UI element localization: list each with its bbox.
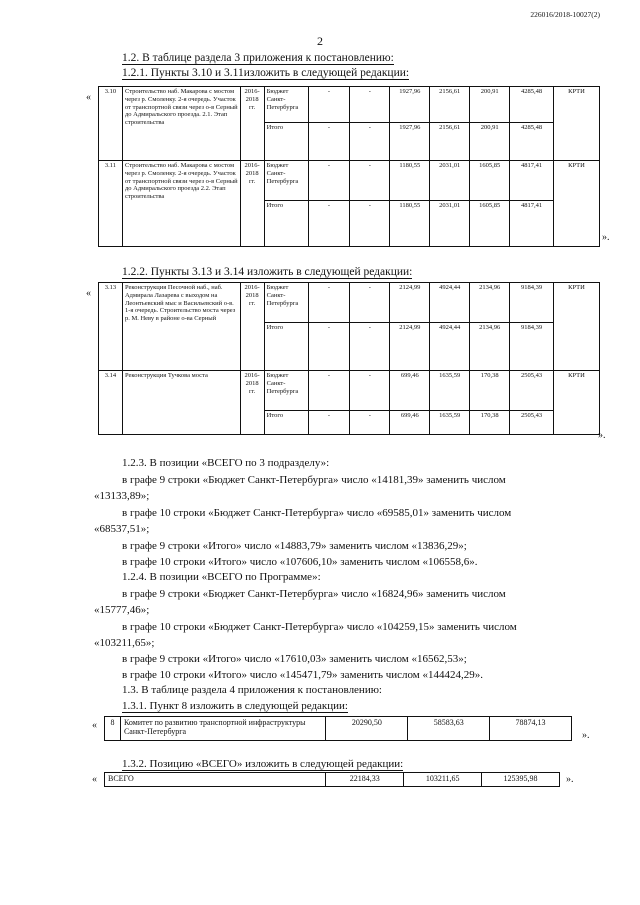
cell: 9184,39: [510, 283, 554, 323]
cell: 103211,65: [404, 773, 482, 787]
heading-1-2: 1.2. В таблице раздела 3 приложения к постановлению:: [122, 52, 394, 64]
funding-source: Итого: [264, 123, 308, 161]
row-number: 3.13: [99, 283, 123, 371]
instruction-line: в графе 9 строки «Итого» число «17610,03» заменить числом «16562,53»;: [122, 653, 467, 665]
cell: 1605,85: [470, 161, 510, 201]
executor: КРТИ: [554, 161, 600, 247]
cell: -: [308, 283, 350, 323]
instruction-line: в графе 9 строки «Бюджет Санкт-Петербурга» число «14181,39» заменить числом: [122, 474, 506, 486]
instruction-line: в графе 9 строки «Бюджет Санкт-Петербурга» число «16824,96» заменить числом: [122, 588, 506, 600]
cell: 2505,43: [510, 411, 554, 435]
funding-source: Итого: [264, 411, 308, 435]
cell: -: [308, 87, 350, 123]
cell: 4285,48: [510, 123, 554, 161]
cell: 20290,50: [326, 717, 408, 741]
row-number: 3.14: [99, 371, 123, 435]
cell: 1927,96: [390, 87, 430, 123]
open-quote: «: [86, 288, 91, 299]
close-quote: ».: [582, 730, 590, 741]
cell: 4817,41: [510, 201, 554, 247]
table-row: [99, 371, 600, 411]
instruction-line: «68537,51»;: [94, 523, 150, 535]
years: 2016-2018 гг.: [240, 283, 264, 371]
cell: 1180,55: [390, 201, 430, 247]
cell: 699,46: [390, 411, 430, 435]
cell: 2124,99: [390, 283, 430, 323]
close-quote: ».: [598, 430, 606, 441]
cell: 22184,33: [326, 773, 404, 787]
open-quote: «: [86, 92, 91, 103]
cell: 2031,01: [430, 161, 470, 201]
cell: -: [350, 161, 390, 201]
cell: 200,91: [470, 123, 510, 161]
cell: 2134,96: [470, 283, 510, 323]
cell: 2156,61: [430, 87, 470, 123]
instruction-line: «15777,46»;: [94, 604, 150, 616]
cell: -: [308, 371, 350, 411]
object-name: Строительство наб. Макарова с мостом через р. Смоленку. 2-я очередь. Участок от транспортной связи через о-в Серный до Адмиральского проезда. 2.1. Этап строительства: [122, 87, 240, 161]
cell: -: [308, 161, 350, 201]
instruction-line: в графе 10 строки «Итого» число «107606,10» заменить числом «106558,6».: [122, 556, 478, 568]
cell: -: [350, 87, 390, 123]
table-row: [99, 283, 600, 323]
page-number: 2: [317, 34, 323, 48]
cell: -: [350, 283, 390, 323]
object-name: Реконструкция Песочной наб., наб. Адмирала Лазарева с выходом на Леонтьевский мыс и Васильевский о-в. 1-я очередь. Строительство моста через р. М. Неву в районе о-ва Серный: [122, 283, 240, 371]
paragraph-1-3-1: 1.3.1. Пункт 8 изложить в следующей редакции:: [122, 700, 348, 712]
cell: -: [350, 411, 390, 435]
cell: 1635,59: [430, 371, 470, 411]
committee-name: Комитет по развитию транспортной инфраструктуры Санкт-Петербурга: [120, 717, 325, 741]
cell: 1605,85: [470, 201, 510, 247]
close-quote: ».: [566, 774, 574, 785]
funding-source: Итого: [264, 201, 308, 247]
row-number: 3.11: [99, 161, 123, 247]
table-row: [99, 87, 600, 123]
cell: 2505,43: [510, 371, 554, 411]
table-row: [105, 773, 560, 787]
close-quote: ».: [602, 232, 610, 243]
paragraph-1-3: 1.3. В таблице раздела 4 приложения к постановлению:: [122, 684, 382, 696]
funding-source: Бюджет Санкт-Петербурга: [264, 283, 308, 323]
executor: КРТИ: [554, 87, 600, 161]
funding-source: Бюджет Санкт-Петербурга: [264, 161, 308, 201]
paragraph-1-2-3: 1.2.3. В позиции «ВСЕГО по 3 подразделу»:: [122, 457, 330, 469]
funding-source: Бюджет Санкт-Петербурга: [264, 371, 308, 411]
cell: 1927,96: [390, 123, 430, 161]
executor: КРТИ: [554, 283, 600, 371]
cell: 170,38: [470, 411, 510, 435]
cell: -: [308, 123, 350, 161]
cell: 4817,41: [510, 161, 554, 201]
cell: 1180,55: [390, 161, 430, 201]
executor: КРТИ: [554, 371, 600, 435]
cell: -: [308, 323, 350, 371]
instruction-line: в графе 10 строки «Бюджет Санкт-Петербурга» число «69585,01» заменить числом: [122, 507, 512, 519]
row-number: 3.10: [99, 87, 123, 161]
cell: 2156,61: [430, 123, 470, 161]
instruction-line: в графе 9 строки «Итого» число «14883,79» заменить числом «13836,29»;: [122, 540, 467, 552]
row-number: 8: [105, 717, 121, 741]
paragraph-1-2-4: 1.2.4. В позиции «ВСЕГО по Программе»:: [122, 571, 321, 583]
open-quote: «: [92, 720, 97, 731]
cell: 4285,48: [510, 87, 554, 123]
object-name: Строительство наб. Макарова с мостом через р. Смоленку. 2-я очередь. Участок от транспортной связи через о-в Серный до Адмиральского проезда 2.2. Этап строительства: [122, 161, 240, 247]
cell: 200,91: [470, 87, 510, 123]
cell: 58583,63: [408, 717, 490, 741]
cell: 4924,44: [430, 283, 470, 323]
table-items-3-13-3-14: [98, 282, 600, 435]
heading-1-2-2: 1.2.2. Пункты 3.13 и 3.14 изложить в следующей редакции:: [122, 266, 413, 278]
instruction-line: «103211,65»;: [94, 637, 155, 649]
instruction-line: в графе 10 строки «Бюджет Санкт-Петербурга» число «104259,15» заменить числом: [122, 621, 517, 633]
document-code: 226016/2018-10027(2): [530, 10, 600, 19]
cell: 78874,13: [490, 717, 572, 741]
open-quote: «: [92, 774, 97, 785]
years: 2016-2018 гг.: [240, 161, 264, 247]
cell: 170,38: [470, 371, 510, 411]
table-row: [105, 717, 572, 741]
cell: -: [308, 411, 350, 435]
heading-1-2-1: 1.2.1. Пункты 3.10 и 3.11изложить в следующей редакции:: [122, 67, 410, 79]
instruction-line: «13133,89»;: [94, 490, 150, 502]
years: 2016-2018 гг.: [240, 87, 264, 161]
funding-source: Итого: [264, 323, 308, 371]
table-items-3-10-3-11: [98, 86, 600, 247]
cell: 4924,44: [430, 323, 470, 371]
cell: 1635,59: [430, 411, 470, 435]
total-label: ВСЕГО: [105, 773, 326, 787]
object-name: Реконструкция Тучкова моста: [122, 371, 240, 435]
cell: 2031,01: [430, 201, 470, 247]
cell: -: [350, 201, 390, 247]
cell: -: [308, 201, 350, 247]
instruction-line: в графе 10 строки «Итого» число «145471,79» заменить числом «144424,29».: [122, 669, 483, 681]
funding-source: Бюджет Санкт-Петербурга: [264, 87, 308, 123]
cell: 2134,96: [470, 323, 510, 371]
table-total: [104, 772, 560, 787]
cell: -: [350, 123, 390, 161]
cell: 2124,99: [390, 323, 430, 371]
cell: 125395,98: [482, 773, 560, 787]
table-item-8: [104, 716, 572, 741]
paragraph-1-3-2: 1.3.2. Позицию «ВСЕГО» изложить в следующей редакции:: [122, 758, 404, 770]
cell: 9184,39: [510, 323, 554, 371]
cell: 699,46: [390, 371, 430, 411]
table-row: [99, 161, 600, 201]
years: 2016-2018 гг.: [240, 371, 264, 435]
cell: -: [350, 323, 390, 371]
cell: -: [350, 371, 390, 411]
